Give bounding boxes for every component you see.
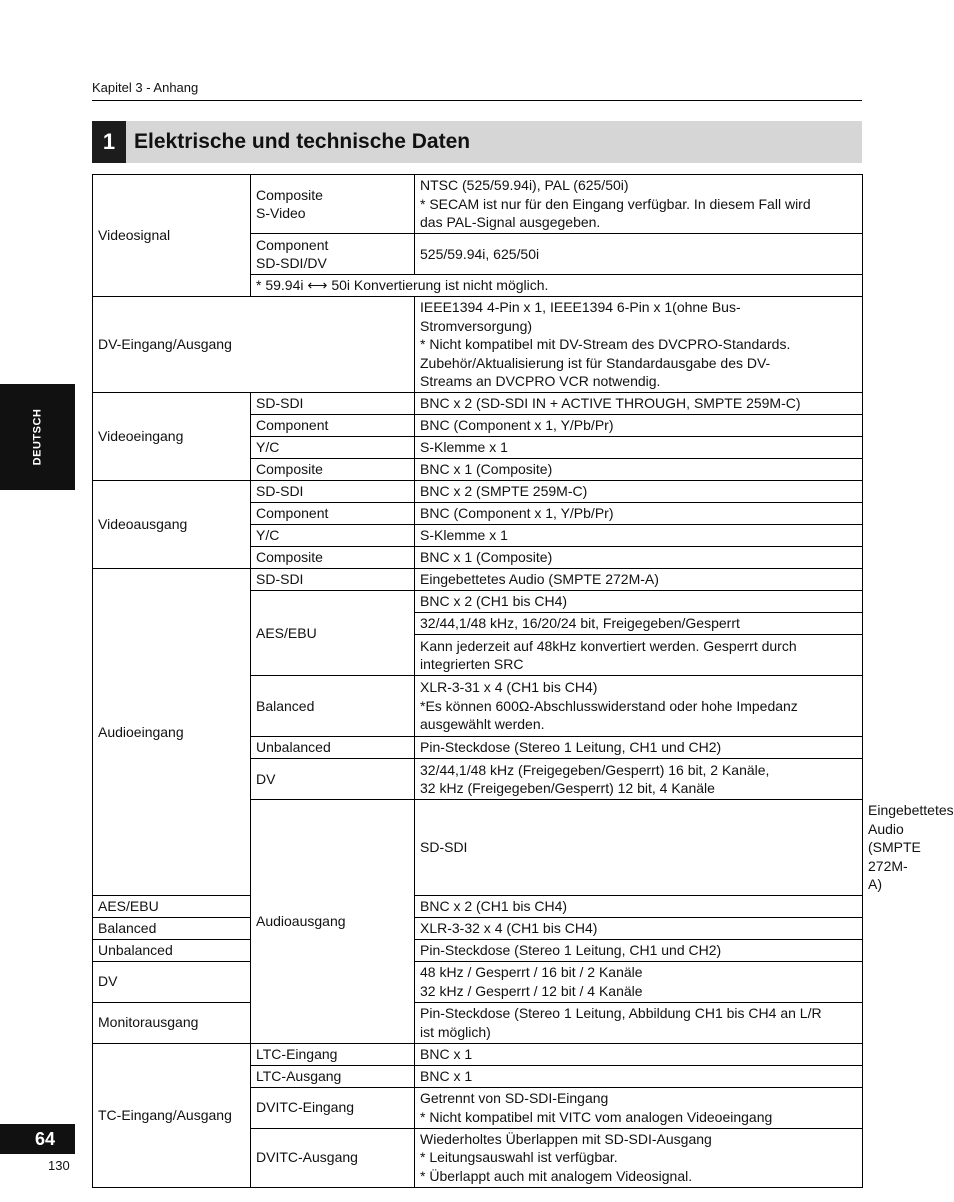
language-tab-label: DEUTSCH (31, 408, 44, 466)
table-row (93, 393, 863, 415)
spec-value: 32/44,1/48 kHz (Freigegeben/Gesperrt) 16 bit, 2 Kanäle, 32 kHz (Freigegeben/Gesperrt) 12 bit, 4 Kanäle (415, 759, 863, 800)
table-row (93, 961, 863, 1002)
table-row (93, 939, 863, 961)
table-row (93, 569, 863, 591)
spec-value: BNC x 2 (SMPTE 259M-C) (415, 481, 863, 503)
spec-name: SD-SDI (415, 800, 863, 896)
spec-name: SD-SDI (251, 569, 415, 591)
row-label-videosignal: Videosignal (93, 175, 251, 297)
spec-name: Unbalanced (93, 939, 251, 961)
table-row (93, 1043, 863, 1065)
spec-value: Getrennt von SD-SDI-Eingang * Nicht kompatibel mit VITC vom analogen Videoeingang (415, 1087, 863, 1128)
spec-name: Balanced (251, 676, 415, 737)
row-label-tc-io: TC-Eingang/Ausgang (93, 1043, 251, 1187)
table-row (93, 1002, 863, 1043)
spec-table (92, 174, 954, 1188)
spec-value: 525/59.94i, 625/50i (415, 234, 863, 275)
sub-page-number: 130 (48, 1158, 70, 1173)
spec-value: BNC (Component x 1, Y/Pb/Pr) (415, 503, 863, 525)
spec-value: BNC x 2 (CH1 bis CH4) (415, 591, 863, 613)
page-number: 64 (0, 1124, 75, 1154)
spec-name: DV (93, 961, 251, 1002)
section-heading (92, 121, 862, 163)
spec-name: DV (251, 759, 415, 800)
spec-value: Pin-Steckdose (Stereo 1 Leitung, CH1 und CH2) (415, 737, 863, 759)
spec-note: * 59.94i ⟷ 50i Konvertierung ist nicht möglich. (251, 275, 863, 297)
spec-value: S-Klemme x 1 (415, 437, 863, 459)
row-label-videoausgang: Videoausgang (93, 481, 251, 569)
spec-value: BNC x 1 (415, 1065, 863, 1087)
spec-name: DVITC-Ausgang (251, 1128, 415, 1187)
spec-value: NTSC (525/59.94i), PAL (625/50i) * SECAM ist nur für den Eingang verfügbar. In diesem Fall wird das PAL-Signal ausgegeben. (415, 175, 863, 234)
table-row (93, 175, 863, 234)
table-row (93, 895, 863, 917)
spec-name: Component SD-SDI/DV (251, 234, 415, 275)
spec-name: SD-SDI (251, 393, 415, 415)
spec-name: Monitorausgang (93, 1002, 251, 1043)
spec-name: LTC-Ausgang (251, 1065, 415, 1087)
spec-value: BNC x 2 (SD-SDI IN + ACTIVE THROUGH, SMPTE 259M-C) (415, 393, 863, 415)
running-head: Kapitel 3 - Anhang (92, 80, 199, 95)
table-row (93, 297, 863, 393)
row-label-videoeingang: Videoeingang (93, 393, 251, 481)
spec-value: BNC (Component x 1, Y/Pb/Pr) (415, 415, 863, 437)
language-tab (0, 384, 75, 490)
spec-name: Y/C (251, 525, 415, 547)
spec-name: DVITC-Eingang (251, 1087, 415, 1128)
spec-name: LTC-Eingang (251, 1043, 415, 1065)
spec-value: XLR-3-32 x 4 (CH1 bis CH4) (415, 917, 863, 939)
spec-name: Unbalanced (251, 737, 415, 759)
spec-name: Component (251, 503, 415, 525)
spec-value: BNC x 1 (415, 1043, 863, 1065)
header-rule (92, 100, 862, 101)
table-row: Audioausgang SD-SDI Eingebettetes Audio (SMPTE 272M-A) (93, 800, 863, 896)
spec-value: XLR-3-31 x 4 (CH1 bis CH4) *Es können 600Ω-Abschlusswiderstand oder hohe Impedanz ausgewählt werden. (415, 676, 863, 737)
spec-name: SD-SDI (251, 481, 415, 503)
row-label-audioausgang: Audioausgang (251, 800, 415, 1044)
spec-value: 32/44,1/48 kHz, 16/20/24 bit, Freigegeben/Gesperrt (415, 613, 863, 635)
spec-name: AES/EBU (251, 591, 415, 676)
table-row (93, 481, 863, 503)
spec-value: Kann jederzeit auf 48kHz konvertiert werden. Gesperrt durch integrierten SRC (415, 635, 863, 676)
spec-value: BNC x 1 (Composite) (415, 459, 863, 481)
spec-value: Eingebettetes Audio (SMPTE 272M-A) (415, 569, 863, 591)
row-label-audioeingang: Audioeingang (93, 569, 251, 896)
spec-value: IEEE1394 4-Pin x 1, IEEE1394 6-Pin x 1(ohne Bus- Stromversorgung) * Nicht kompatibel mit DV-Stream des DVCPRO-Standards. Zubehör/Aktualisierung ist für Standardausgabe des DV- Streams an DVCPRO VCR notwendig. (415, 297, 863, 393)
spec-value: 48 kHz / Gesperrt / 16 bit / 2 Kanäle 32 kHz / Gesperrt / 12 bit / 4 Kanäle (415, 961, 863, 1002)
spec-value: BNC x 2 (CH1 bis CH4) (415, 895, 863, 917)
spec-name: AES/EBU (93, 895, 251, 917)
spec-value: S-Klemme x 1 (415, 525, 863, 547)
spec-name: Composite (251, 459, 415, 481)
section-title: Elektrische und technische Daten (134, 130, 471, 153)
row-label-dv-io: DV-Eingang/Ausgang (93, 297, 415, 393)
spec-value: Pin-Steckdose (Stereo 1 Leitung, CH1 und CH2) (415, 939, 863, 961)
spec-name: Component (251, 415, 415, 437)
section-number: 1 (92, 121, 126, 163)
spec-value: BNC x 1 (Composite) (415, 547, 863, 569)
spec-name: Composite (251, 547, 415, 569)
spec-value: Pin-Steckdose (Stereo 1 Leitung, Abbildung CH1 bis CH4 an L/R ist möglich) (415, 1002, 863, 1043)
spec-name: Balanced (93, 917, 251, 939)
spec-value: Wiederholtes Überlappen mit SD-SDI-Ausgang * Leitungsauswahl ist verfügbar. * Überlappt auch mit analogem Videosignal. (415, 1128, 863, 1187)
spec-name: Composite S-Video (251, 175, 415, 234)
table-row (93, 917, 863, 939)
spec-name: Y/C (251, 437, 415, 459)
